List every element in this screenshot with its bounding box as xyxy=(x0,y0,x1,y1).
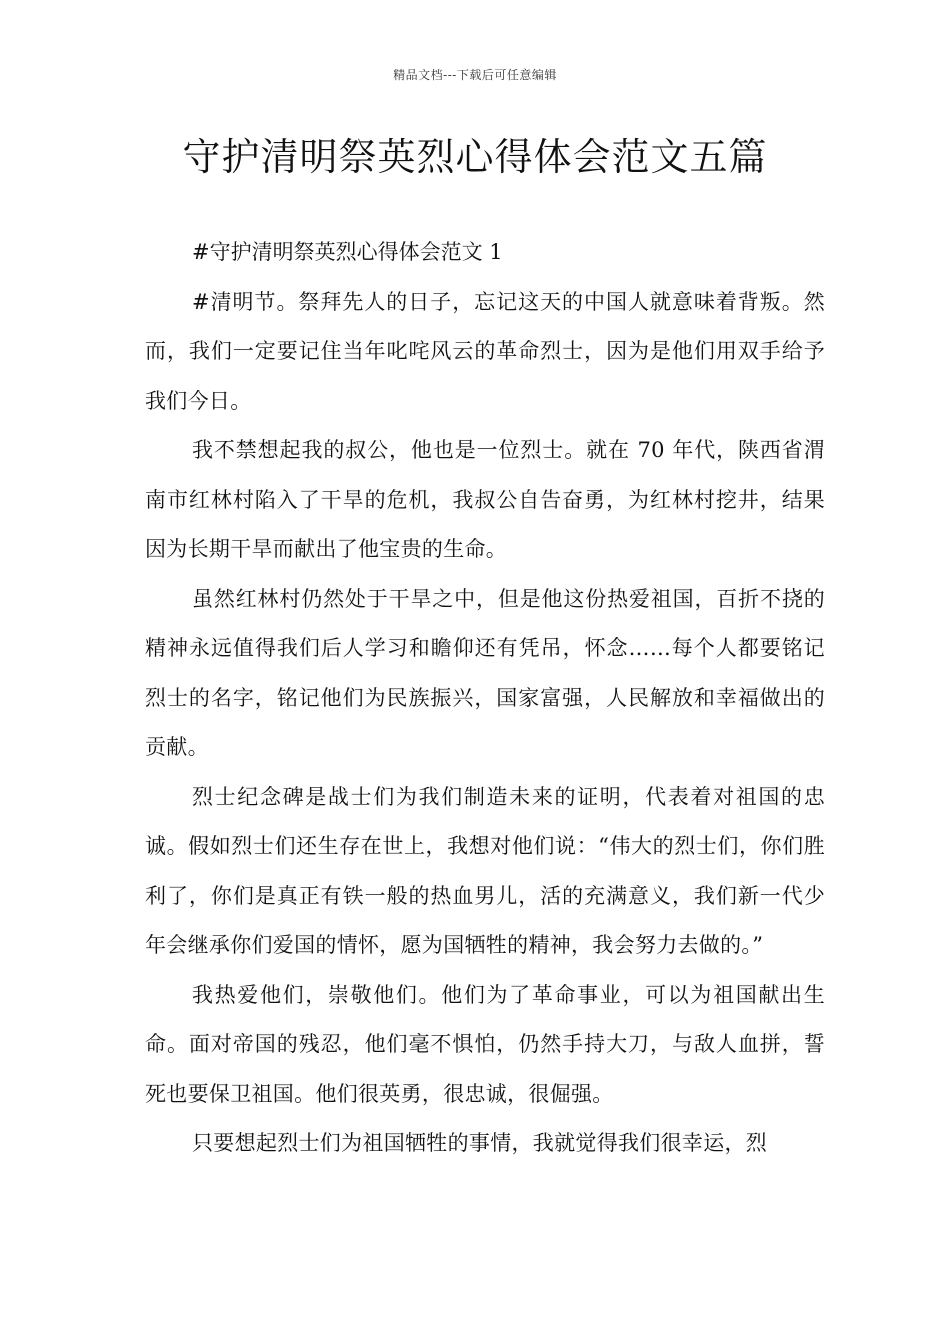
document-title: 守护清明祭英烈心得体会范文五篇 xyxy=(182,135,768,179)
paragraph: 只要想起烈士们为祖国牺牲的事情，我就觉得我们很幸运，烈 xyxy=(192,1131,768,1155)
paragraph: 烈士纪念碑是战士们为我们制造未来的证明，代表着对祖国的忠诚。假如烈士们还生存在世上，我想对他们说：“伟大的烈士们，你们胜利了，你们是真正有铁一般的热血男儿，活的充满意义，我们新一代少年会继承你们爱国的情怀，愿为国牺牲的精神，我会努力去做的。” xyxy=(145,784,825,957)
paragraph: #清明节。祭拜先人的日子，忘记这天的中国人就意味着背叛。然而，我们一定要记住当年叱咤风云的革命烈士，因为是他们用双手给予我们今日。 xyxy=(145,289,825,413)
paragraph: 虽然红林村仍然处于干旱之中，但是他这份热爱祖国，百折不挠的精神永远值得我们后人学习和瞻仰还有凭吊，怀念……每个人都要铭记烈士的名字，铭记他们为民族振兴，国家富强，人民解放和幸福做出的贡献。 xyxy=(145,586,825,759)
paragraph: 我热爱他们，崇敬他们。他们为了革命事业，可以为祖国献出生命。面对帝国的残忍，他们毫不惧怕，仍然手持大刀，与敌人血拼，誓死也要保卫祖国。他们很英勇，很忠诚，很倔强。 xyxy=(145,982,825,1106)
document-body xyxy=(145,228,825,1169)
header-note: 精品文档---下载后可任意编辑 xyxy=(393,68,557,82)
section-heading: #守护清明祭英烈心得体会范文 1 xyxy=(192,240,503,264)
paragraph: 我不禁想起我的叔公，他也是一位烈士。就在 70 年代，陕西省渭南市红林村陷入了干旱的危机，我叔公自告奋勇，为红林村挖井，结果因为长期干旱而献出了他宝贵的生命。 xyxy=(145,438,825,561)
